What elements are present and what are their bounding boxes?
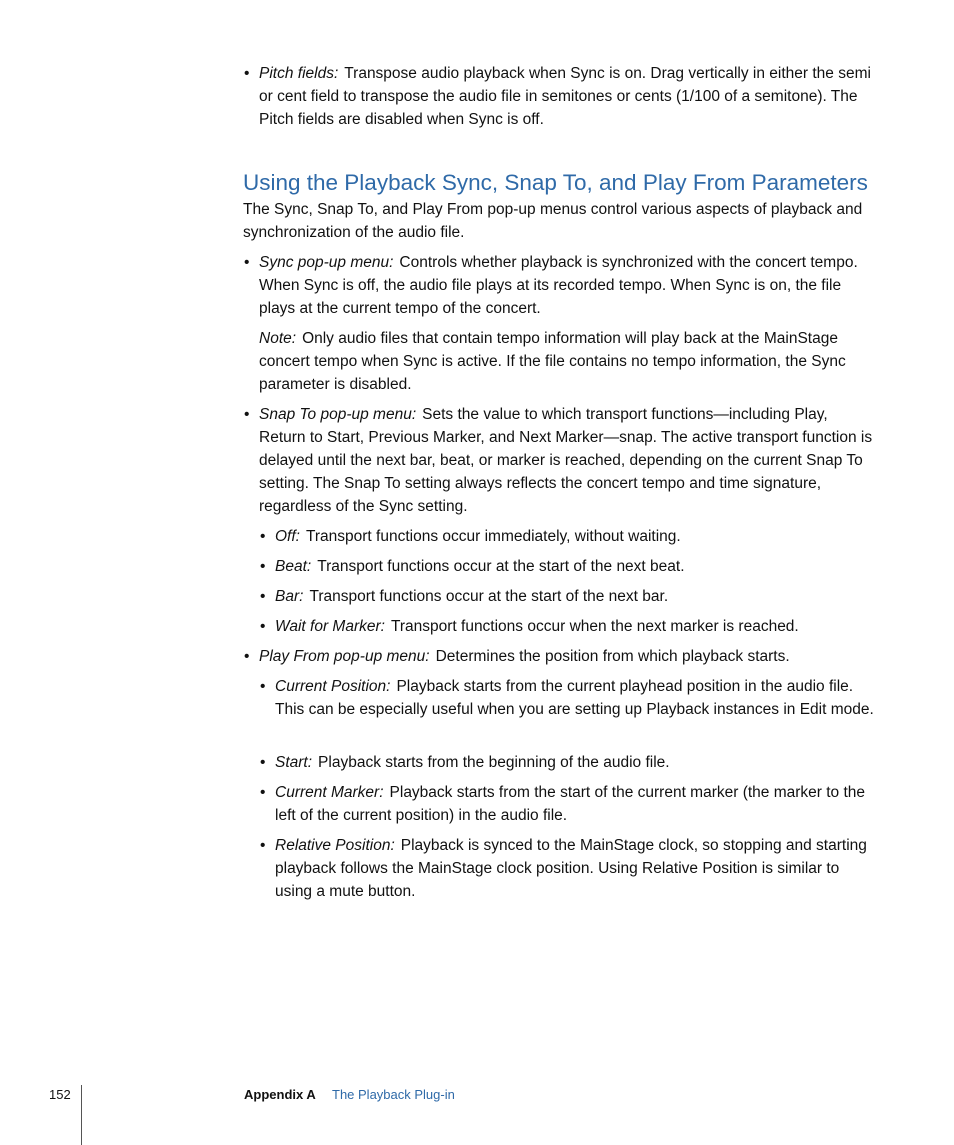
term-description: Determines the position from which playback starts.	[435, 648, 790, 665]
sub-bullet-off	[260, 525, 877, 548]
sub-bullet-bar	[260, 585, 877, 608]
bullet-snap-to-menu	[244, 403, 877, 518]
term-description: Transport functions occur at the start of the next bar.	[309, 588, 669, 605]
bullet-glyph: •	[260, 678, 266, 695]
term-label: Play From pop-up menu:	[259, 648, 430, 665]
bullet-glyph: •	[260, 754, 266, 771]
sub-bullet-beat	[260, 555, 877, 578]
bullet-glyph: •	[244, 254, 250, 271]
term-description: Playback starts from the start of the current marker (the marker to the left of the current position) in the audio file.	[275, 784, 866, 824]
term-description: Playback is synced to the MainStage clock, so stopping and starting playback follows the MainStage clock position. Using Relative Position is similar to using a mute button.	[275, 837, 867, 900]
bullet-glyph: •	[244, 65, 250, 82]
term-label: Sync pop-up menu:	[259, 254, 394, 271]
term-label: Relative Position:	[275, 837, 395, 854]
bullet-glyph: •	[244, 406, 250, 423]
term-description: Controls whether playback is synchronized with the concert tempo. When Sync is off, the audio file plays at its recorded tempo. When Sync is on, the file plays at the current tempo of the concert.	[259, 254, 858, 317]
term-label: Bar:	[275, 588, 304, 605]
term-label: Current Position:	[275, 678, 391, 695]
bullet-glyph: •	[260, 784, 266, 801]
bullet-pitch-fields	[244, 62, 877, 131]
bullet-play-from-menu	[244, 645, 877, 668]
bullet-glyph: •	[260, 618, 266, 635]
sub-bullet-relative-position	[260, 834, 877, 903]
bullet-sync-menu	[244, 251, 877, 320]
intro-paragraph: The Sync, Snap To, and Play From pop-up menus control various aspects of playback and synchronization of the audio file.	[243, 201, 863, 241]
term-label: Wait for Marker:	[275, 618, 385, 635]
bullet-glyph: •	[260, 558, 266, 575]
sub-bullet-current-marker	[260, 781, 877, 827]
term-description: Playback starts from the beginning of the audio file.	[318, 754, 670, 771]
term-description: Sets the value to which transport functions—including Play, Return to Start, Previous Marker, and Next Marker—snap. The active transport function is delayed until the next bar, beat, or marker is reached, depending on the current Snap To setting. The Snap To setting always reflects the concert tempo and time signature, regardless of the Sync setting.	[259, 406, 873, 515]
term-label: Pitch fields:	[259, 65, 339, 82]
section-heading: Using the Playback Sync, Snap To, and Play From Parameters	[243, 170, 868, 195]
sub-bullet-current-position	[260, 675, 877, 721]
page-number: 152	[49, 1087, 71, 1102]
sub-bullet-start	[260, 751, 877, 774]
bullet-glyph: •	[244, 648, 250, 665]
term-label: Beat:	[275, 558, 312, 575]
chapter-link[interactable]: The Playback Plug-in	[332, 1087, 455, 1102]
note-paragraph	[259, 327, 877, 396]
term-label: Start:	[275, 754, 313, 771]
term-description: Transport functions occur immediately, without waiting.	[305, 528, 681, 545]
note-label: Note:	[259, 330, 297, 347]
term-label: Snap To pop-up menu:	[259, 406, 417, 423]
term-description: Playback starts from the current playhead position in the audio file. This can be especially useful when you are setting up Playback instances in Edit mode.	[275, 678, 874, 718]
term-description: Transport functions occur at the start of the next beat.	[317, 558, 685, 575]
note-text: Only audio files that contain tempo information will play back at the MainStage concert tempo when Sync is active. If the file contains no tempo information, the Sync parameter is disabled.	[259, 330, 846, 393]
term-description: Transpose audio playback when Sync is on. Drag vertically in either the semi or cent field to transpose the audio file in semitones or cents (1/100 of a semitone). The Pitch fields are disabled when Sync is off.	[259, 65, 871, 128]
appendix-label: Appendix A	[244, 1087, 316, 1102]
bullet-glyph: •	[260, 588, 266, 605]
term-label: Current Marker:	[275, 784, 384, 801]
term-description: Transport functions occur when the next marker is reached.	[390, 618, 799, 635]
footer-divider	[81, 1085, 82, 1145]
bullet-glyph: •	[260, 837, 266, 854]
sub-bullet-wait-for-marker	[260, 615, 877, 638]
bullet-glyph: •	[260, 528, 266, 545]
term-label: Off:	[275, 528, 300, 545]
